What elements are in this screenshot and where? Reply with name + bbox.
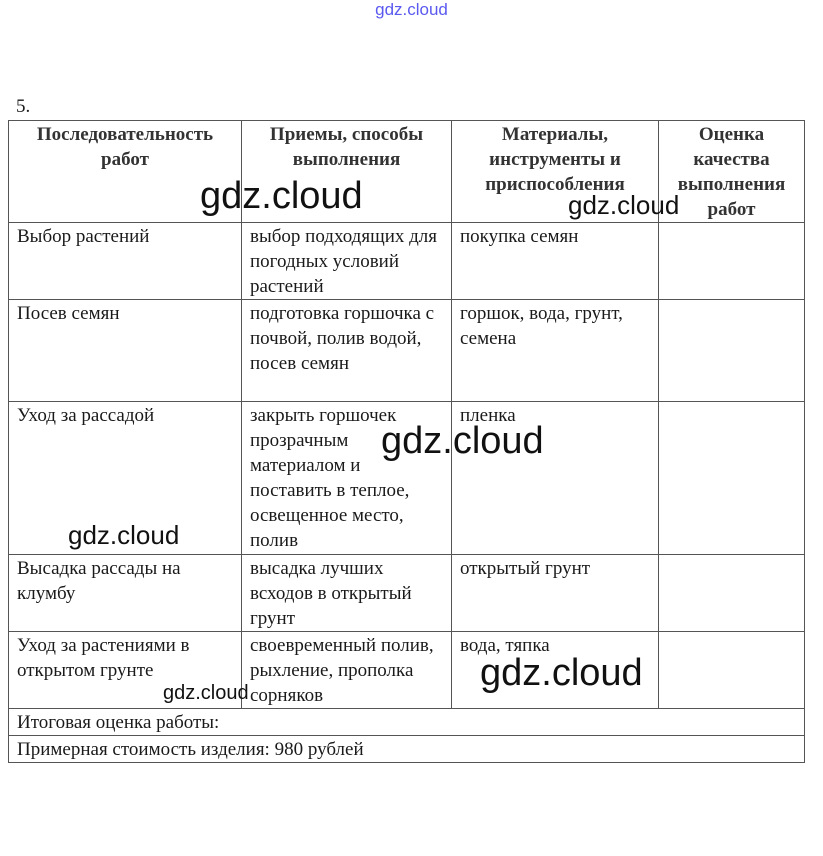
table-row: [9, 402, 805, 555]
cell-step: Высадка рассады на клумбу: [9, 555, 242, 632]
cell-quality: [659, 300, 805, 402]
task-number: 5.: [16, 96, 31, 117]
watermark: gdz.cloud: [381, 420, 544, 462]
cell-step: Уход за растениями в открытом грунте: [9, 632, 242, 709]
table-row: [9, 223, 805, 300]
watermark: gdz.cloud: [200, 175, 363, 217]
cell-step: Посев семян: [9, 300, 242, 402]
table-row: [9, 555, 805, 632]
work-plan-table: [8, 120, 805, 763]
table-row: [9, 632, 805, 709]
cell-quality: [659, 402, 805, 555]
cell-material: покупка семян: [452, 223, 659, 300]
table-row: [9, 300, 805, 402]
cell-material: вода, тяпка: [452, 632, 659, 709]
watermark: gdz.cloud: [480, 652, 643, 694]
table-header-row: [9, 121, 805, 223]
header-methods: Приемы, способы выполнения: [242, 121, 452, 223]
cell-method: выбор подходящих для погодных условий растений: [242, 223, 452, 300]
header-materials: Материалы, инструменты и приспособления: [452, 121, 659, 223]
cell-material: горшок, вода, грунт, семена: [452, 300, 659, 402]
top-watermark: gdz.cloud: [375, 0, 448, 19]
cell-material: пленка: [452, 402, 659, 555]
cell-method: высадка лучших всходов в открытый грунт: [242, 555, 452, 632]
cell-method: закрыть горшочек прозрачным материалом и поставить в теплое, освещенное место, полив: [242, 402, 452, 555]
summary-cost: Примерная стоимость изделия: 980 рублей: [9, 736, 805, 763]
cell-quality: [659, 223, 805, 300]
cell-material: открытый грунт: [452, 555, 659, 632]
summary-total-grade: Итоговая оценка работы:: [9, 709, 805, 736]
watermark: gdz.cloud: [68, 520, 180, 550]
cell-quality: [659, 632, 805, 709]
header-sequence: Последовательность работ: [9, 121, 242, 223]
cell-method: подготовка горшочка с почвой, полив водой, посев семян: [242, 300, 452, 402]
watermark: gdz.cloud: [568, 190, 680, 220]
summary-row-total-grade: [9, 709, 805, 736]
cell-quality: [659, 555, 805, 632]
summary-row-cost: [9, 736, 805, 763]
cell-step: Выбор растений: [9, 223, 242, 300]
watermark: gdz.cloud: [163, 682, 249, 704]
cell-method: своевременный полив, рыхление, прополка сорняков: [242, 632, 452, 709]
header-quality: Оценка качества выполнения работ: [659, 121, 805, 223]
cell-step: Уход за рассадой: [9, 402, 242, 555]
